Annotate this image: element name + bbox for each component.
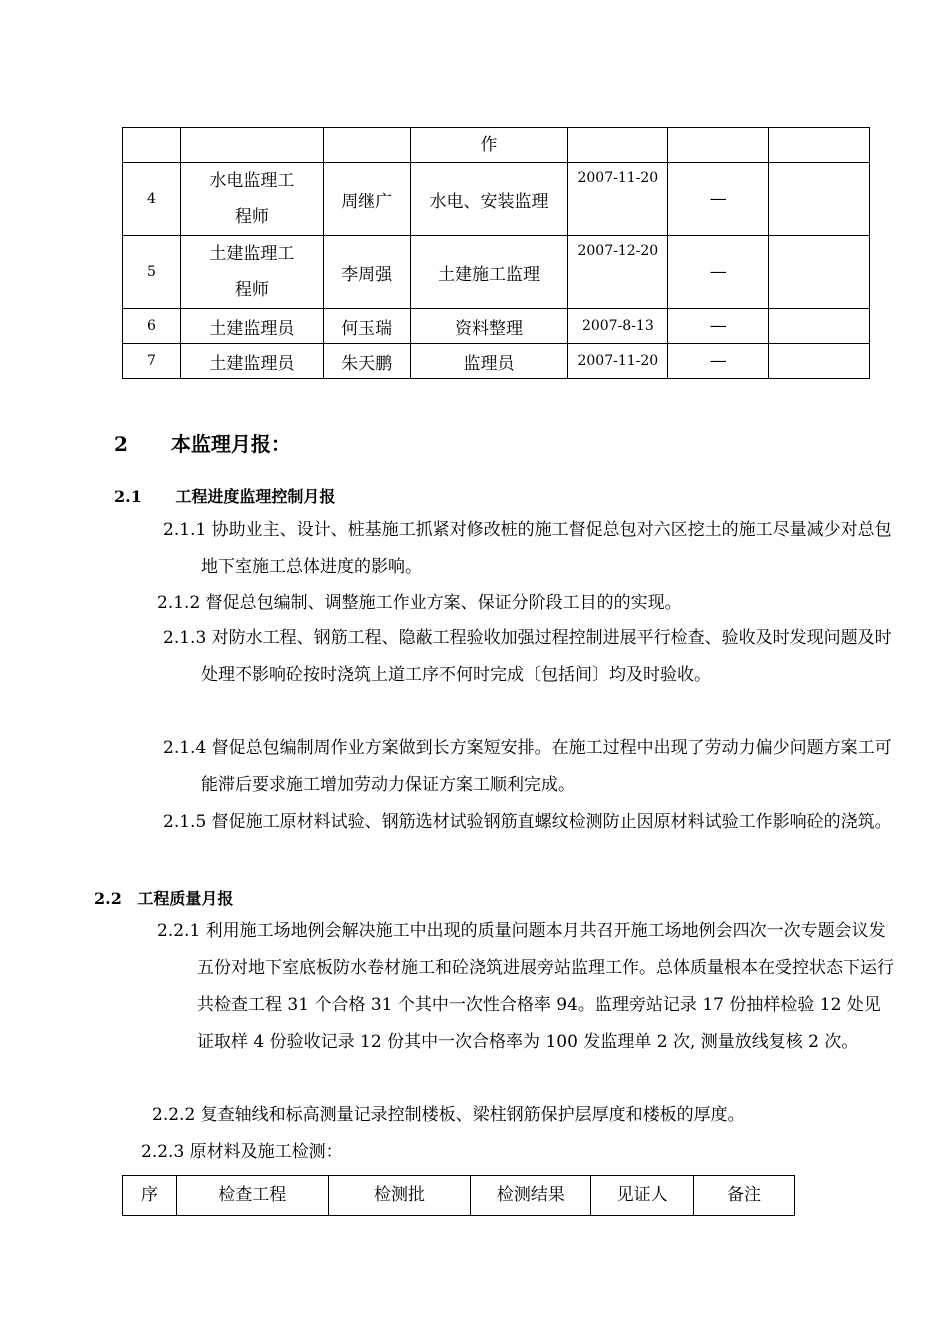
- cell-name: 何玉瑞: [323, 309, 410, 344]
- subsection-heading: [94, 886, 233, 909]
- cell-title: 土建监理工程师: [180, 236, 323, 309]
- subsection-title: 工程质量月报: [137, 889, 234, 908]
- paragraph: 2.1.1 协助业主、设计、桩基施工抓紧对修改桩的施工督促总包对六区挖土的施工尽量减少对总包地下室施工总体进度的影响。: [163, 520, 892, 577]
- paragraph: 2.2.1 利用施工场地例会解决施工中出现的质量问题本月共召开施工场地例会四次一次专题会议发五份对地下室底板防水卷材施工和砼浇筑进展旁站监理工作。总体质量根本在受控状态下运行共检查工程 31 个合格 31 个其中一次性合格率 94。监理旁站记录 17 份抽样检验 12 处见证取样 4 份验收记录 12 份其中一次合格率为 100 发监理单 2 次, 测量放线复核 2 次。: [157, 921, 894, 1052]
- paragraph: 2.1.3 对防水工程、钢筋工程、隐蔽工程验收加强过程控制进展平行检查、验收及时发现问题及时处理不影响砼按时浇筑上道工序不何时完成〔包括间〕均及时验收。: [163, 628, 892, 685]
- cell-date: 2007-8-13: [568, 309, 668, 344]
- subsection-number: 2.1: [114, 487, 142, 506]
- subsection-heading: [114, 484, 335, 507]
- table-header-row: [123, 1176, 795, 1216]
- cell-date: [568, 128, 668, 163]
- cell-no: [123, 128, 181, 163]
- cell-duty: 土建施工监理: [410, 236, 568, 309]
- col-header: 检测结果: [471, 1176, 591, 1216]
- cell-cert: —: [668, 344, 769, 379]
- check-table: [122, 1175, 795, 1216]
- cell-duty: 水电、安装监理: [410, 163, 568, 236]
- paragraph: 2.1.5 督促施工原材料试验、钢筋选材试验钢筋直螺纹检测防止因原材料试验工作影响砼的浇筑。: [163, 812, 892, 832]
- cell-date: 2007-11-20: [568, 163, 668, 236]
- table-row: [123, 163, 870, 236]
- subsection-title: 工程进度监理控制月报: [175, 487, 336, 506]
- cell-name: [323, 128, 410, 163]
- table-row: [123, 128, 870, 163]
- cell-duty: 监理员: [410, 344, 568, 379]
- paragraph: 2.1.4 督促总包编制周作业方案做到长方案短安排。在施工过程中出现了劳动力偏少问题方案工可能滞后要求施工增加劳动力保证方案工顺利完成。: [163, 738, 892, 795]
- col-header: 检查工程: [176, 1176, 328, 1216]
- cell-name: 李周强: [323, 236, 410, 309]
- paragraph: 2.2.2 复查轴线和标高测量记录控制楼板、梁柱钢筋保护层厚度和楼板的厚度。: [152, 1105, 745, 1125]
- table-row: [123, 309, 870, 344]
- paragraph: 2.1.2 督促总包编制、调整施工作业方案、保证分阶段工目的的实现。: [157, 593, 682, 613]
- cell-name: 朱天鹏: [323, 344, 410, 379]
- cell-duty: 资料整理: [410, 309, 568, 344]
- cell-cert: —: [668, 236, 769, 309]
- cell-no: 4: [123, 163, 181, 236]
- col-header: 检测批: [328, 1176, 471, 1216]
- cell-no: 5: [123, 236, 181, 309]
- col-header: 备注: [694, 1176, 795, 1216]
- cell-note: [769, 236, 870, 309]
- section-heading: [114, 428, 291, 457]
- section-number: 2: [114, 432, 128, 456]
- section-title: 本监理月报：: [170, 432, 291, 456]
- cell-no: 7: [123, 344, 181, 379]
- col-header: 序: [123, 1176, 177, 1216]
- cell-title: 水电监理工程师: [180, 163, 323, 236]
- cell-duty: 作: [410, 128, 568, 163]
- cell-cert: —: [668, 309, 769, 344]
- col-header: 见证人: [591, 1176, 694, 1216]
- cell-name: 周继广: [323, 163, 410, 236]
- cell-date: 2007-11-20: [568, 344, 668, 379]
- cell-note: [769, 163, 870, 236]
- cell-title: 土建监理员: [180, 344, 323, 379]
- cell-note: [769, 309, 870, 344]
- subsection-number: 2.2: [94, 889, 122, 908]
- cell-title: 土建监理员: [180, 309, 323, 344]
- cell-no: 6: [123, 309, 181, 344]
- table-row: [123, 236, 870, 309]
- cell-cert: —: [668, 163, 769, 236]
- table-row: [123, 344, 870, 379]
- cell-date: 2007-12-20: [568, 236, 668, 309]
- paragraph: 2.2.3 原材料及施工检测：: [141, 1142, 343, 1162]
- staff-table: [122, 127, 870, 379]
- cell-cert: [668, 128, 769, 163]
- cell-title: [180, 128, 323, 163]
- cell-note: [769, 128, 870, 163]
- cell-note: [769, 344, 870, 379]
